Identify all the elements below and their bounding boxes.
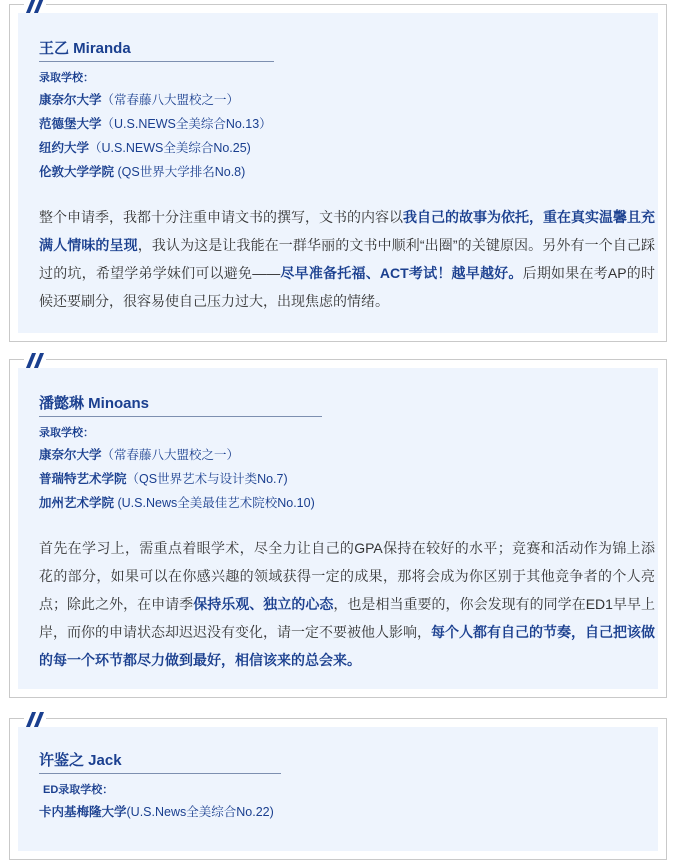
card-background bbox=[18, 368, 658, 689]
admission-label: 录取学校： bbox=[39, 72, 94, 84]
card-background bbox=[18, 727, 658, 851]
school-item: 伦敦大学学院 (QS世界大学排名No.8) bbox=[39, 165, 246, 179]
name-divider bbox=[39, 61, 274, 62]
school-item: 康奈尔大学（常春藤八大盟校之一） bbox=[39, 93, 240, 107]
school-item: 范德堡大学（U.S.NEWS全美综合No.13） bbox=[39, 117, 272, 131]
student-name: 王乙 Miranda bbox=[39, 40, 131, 57]
testimonial-paragraph: 整个申请季，我都十分注重申请文书的撰写，文书的内容以我自己的故事为依托，重在真实温馨且充满人情味的呈现，我认为这是让我能在一群华丽的文书中顺利“出圈”的关键原因。另外有一个自己踩过的坑，希望学弟学妹们可以避免——尽早准备托福、ACT考试！越早越好。后期如果在考AP的时候还要刷分，很容易使自己压力过大，出现焦虑的情绪。 bbox=[39, 209, 656, 309]
school-item: 加州艺术学院 (U.S.News全美最佳艺术院校No.10) bbox=[39, 496, 315, 510]
name-divider bbox=[39, 416, 322, 417]
school-item: 康奈尔大学（常春藤八大盟校之一） bbox=[39, 448, 240, 462]
testimonial-paragraph: 首先在学习上，需重点着眼学术，尽全力让自己的GPA保持在较好的水平；竞赛和活动作为锦上添花的部分，如果可以在你感兴趣的领域获得一定的成果，那将会成为你区别于其他竞争者的个人亮点；除此之外，在申请季保持乐观、独立的心态，也是相当重要的，你会发现有的同学在ED1早早上岸，而你的申请状态却迟迟没有变化，请一定不要被他人影响，每个人都有自己的节奏，自己把该做的每一个环节都尽力做到最好，相信该来的总会来。 bbox=[39, 540, 656, 668]
admission-label: 录取学校： bbox=[39, 427, 94, 439]
student-card-miranda bbox=[9, 4, 667, 342]
school-item: 卡内基梅隆大学(U.S.News全美综合No.22) bbox=[39, 805, 274, 819]
card-background bbox=[18, 13, 658, 333]
school-item: 纽约大学（U.S.NEWS全美综合No.25) bbox=[39, 141, 251, 155]
student-name: 潘懿琳 Minoans bbox=[39, 395, 150, 412]
student-card-minoans bbox=[9, 359, 667, 698]
name-divider bbox=[39, 773, 281, 774]
quote-mark-icon bbox=[24, 0, 46, 14]
student-name: 许鉴之 Jack bbox=[39, 752, 122, 769]
student-card-jack bbox=[9, 718, 667, 860]
quote-mark-icon bbox=[24, 711, 46, 728]
admission-label: ED录取学校： bbox=[43, 784, 114, 796]
quote-mark-icon bbox=[24, 352, 46, 369]
school-item: 普瑞特艺术学院（QS世界艺术与设计类No.7) bbox=[39, 472, 288, 486]
